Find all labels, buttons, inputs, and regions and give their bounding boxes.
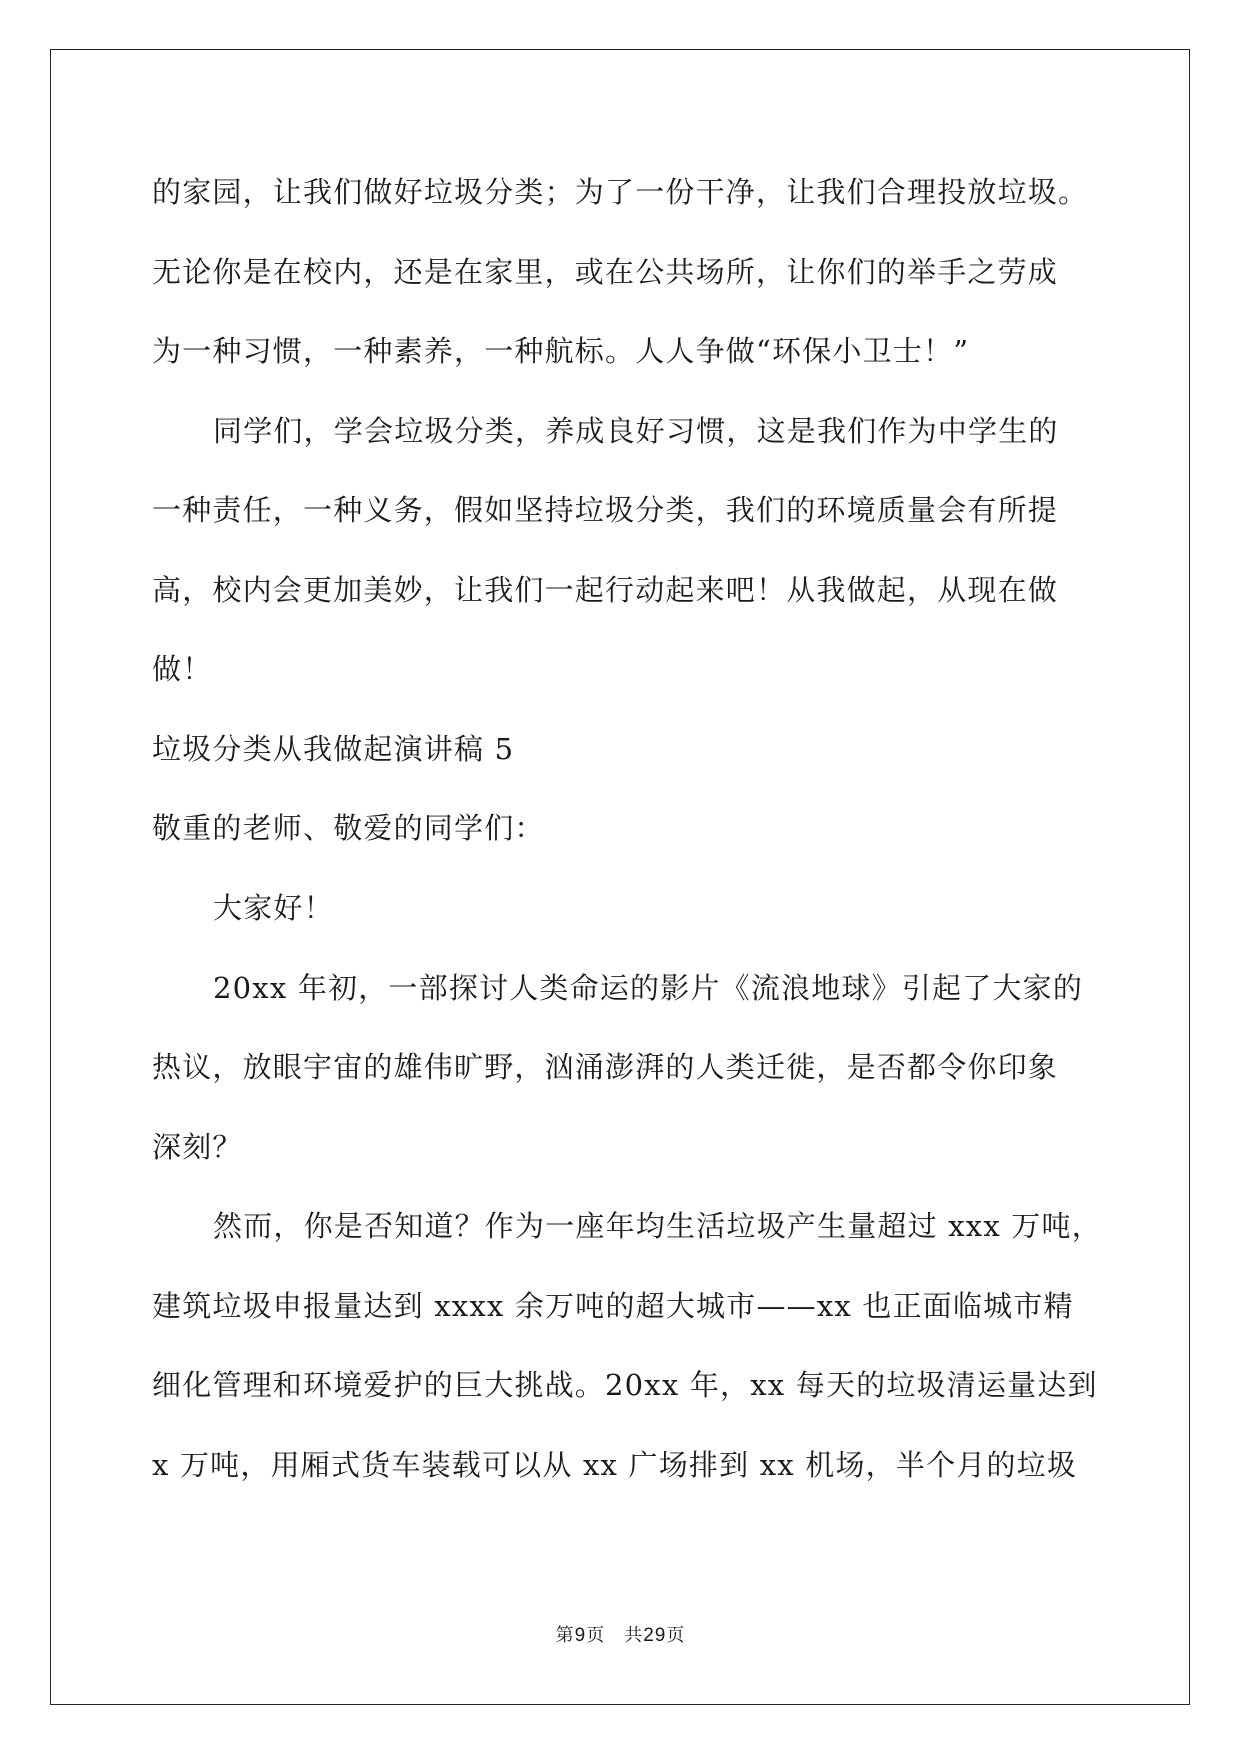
section-heading: 垃圾分类从我做起演讲稿 5 [152, 732, 515, 766]
body-line: 细化管理和环境爱护的巨大挑战。20xx 年，xx 每天的垃圾清运量达到 [152, 1368, 1098, 1402]
page-suffix: 页 [666, 1625, 686, 1646]
body-line: 同学们，学会垃圾分类，养成良好习惯，这是我们作为中学生的 [213, 414, 1059, 448]
body-line: 建筑垃圾申报量达到 xxxx 余万吨的超大城市——xx 也正面临城市精 [152, 1289, 1074, 1323]
body-line: 为一种习惯，一种素养，一种航标。人人争做“环保小卫士！” [152, 334, 970, 368]
body-line: 一种责任，一种义务，假如坚持垃圾分类，我们的环境质量会有所提 [152, 493, 1059, 527]
current-page-number: 9 [574, 1625, 587, 1646]
page-number-footer [0, 1624, 1241, 1648]
body-line: 的家园，让我们做好垃圾分类；为了一份干净，让我们合理投放垃圾。 [152, 175, 1089, 209]
body-line: 高，校内会更加美妙，让我们一起行动起来吧！从我做起，从现在做 [152, 573, 1059, 607]
body-line: x 万吨，用厢式货车装载可以从 xx 广场排到 xx 机场，半个月的垃圾 [152, 1448, 1078, 1482]
body-line: 无论你是在校内，还是在家里，或在公共场所，让你们的举手之劳成 [152, 255, 1059, 289]
total-page-count: 29 [643, 1625, 667, 1646]
page-mid: 页 共 [586, 1625, 644, 1646]
body-line: 热议，放眼宇宙的雄伟旷野，汹涌澎湃的人类迁徙，是否都令你印象 [152, 1050, 1059, 1084]
body-line: 深刻？ [152, 1130, 243, 1164]
page-prefix: 第 [555, 1625, 575, 1646]
greeting: 大家好！ [213, 891, 334, 925]
body-line: 然而，你是否知道？作为一座年均生活垃圾产生量超过 xxx 万吨， [213, 1209, 1102, 1243]
body-line: 20xx 年初，一部探讨人类命运的影片《流浪地球》引起了大家的 [213, 971, 1084, 1005]
body-line: 做！ [152, 652, 213, 686]
salutation: 敬重的老师、敬爱的同学们： [152, 811, 545, 845]
